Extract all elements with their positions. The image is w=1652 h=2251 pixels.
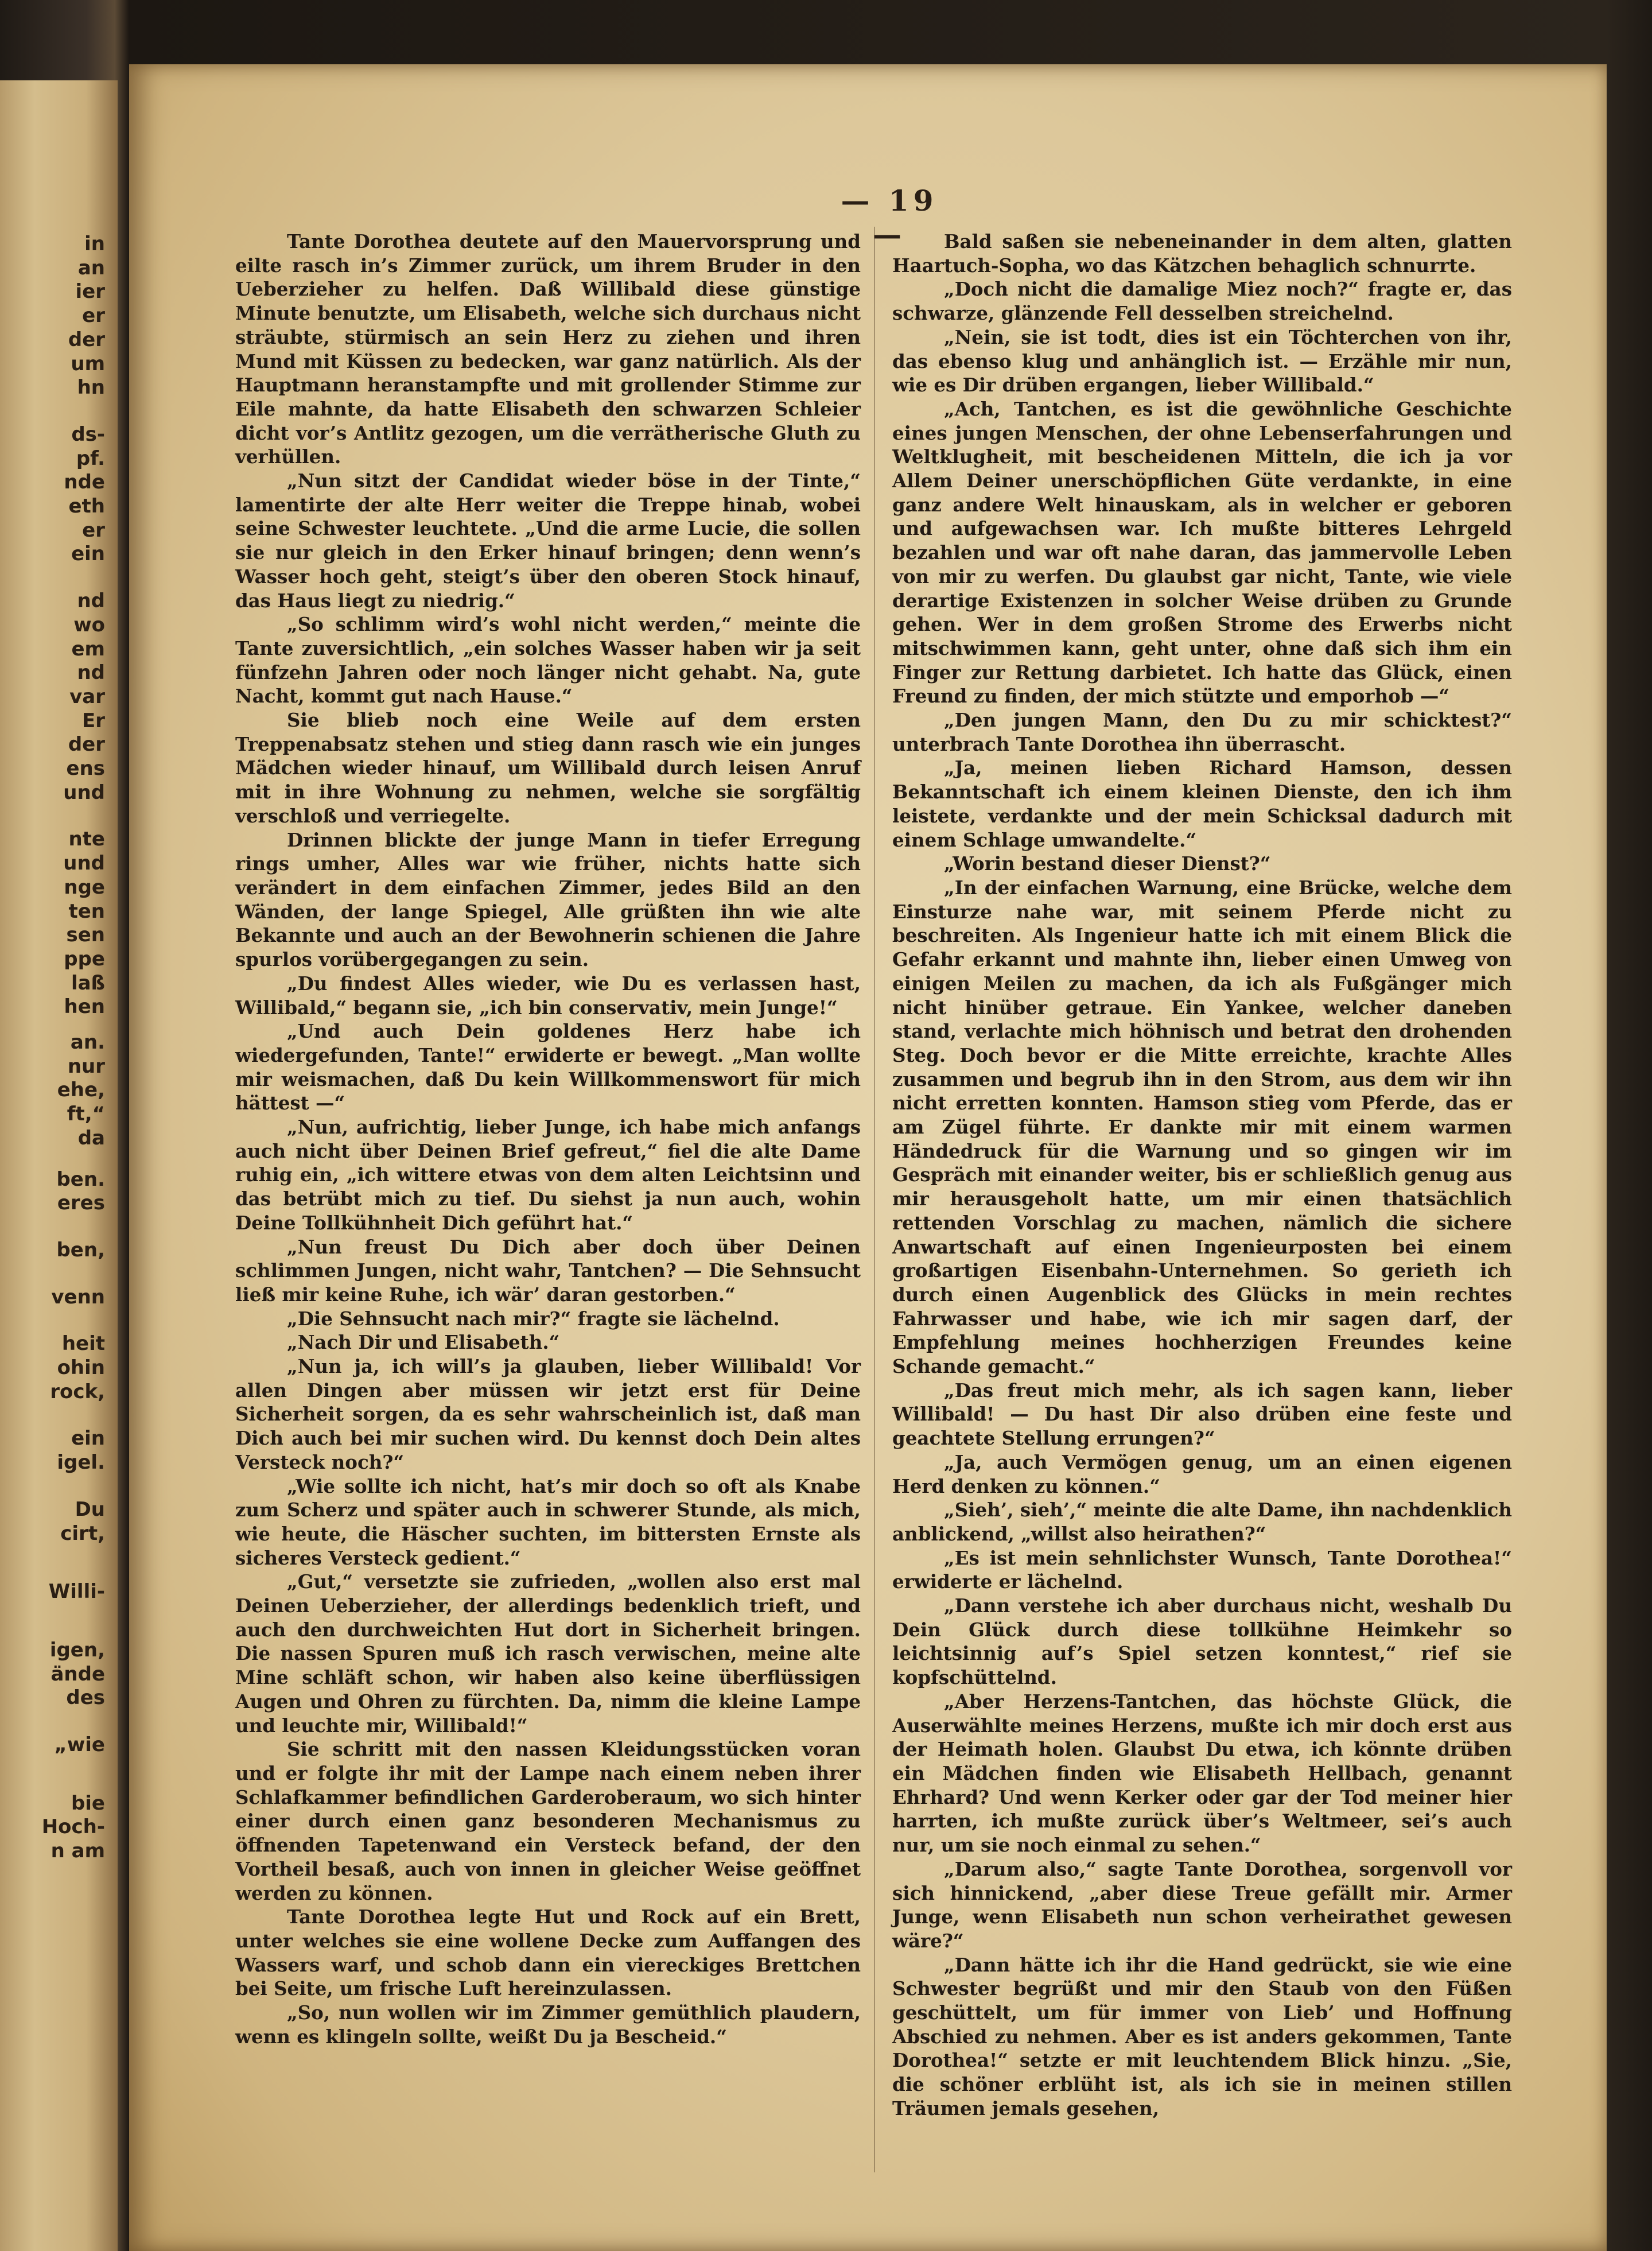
left-page-fragment: Hoch- (41, 1815, 105, 1839)
left-page-fragment: ände (50, 1662, 105, 1686)
left-page-fragment: em (71, 637, 105, 661)
left-page-fragment: er (82, 518, 105, 542)
paragraph: „So, nun wollen wir im Zimmer gemüthlich plaudern, wenn es klingeln sollte, weißt Du ja Bescheid.“ (235, 2001, 861, 2048)
left-page-fragment: eth (68, 495, 105, 518)
paragraph: „Nach Dir und Elisabeth.“ (287, 1331, 560, 1354)
left-page-fragment: heit (61, 1332, 105, 1356)
paragraph: Tante Dorothea legte Hut und Rock auf ein Brett, unter welches sie eine wollene Decke zum Auffangen des Wassers warf, und schob dann ein viereckiges Brettchen bei Seite, um frische Luft hereinzulassen. (235, 1905, 861, 2000)
left-page-fragment: nde (64, 471, 105, 494)
paragraph: „So schlimm wird’s wohl nicht werden,“ meinte die Tante zuversichtlich, „ein solches Wasser haben wir ja seit fünfzehn Jahren oder noch länger nicht gehabt. Na, gute Nacht, kommt gut nach Hause.“ (235, 613, 861, 708)
left-page-fragment: und (63, 781, 105, 804)
left-page-fragment: ft,“ (67, 1103, 105, 1126)
left-page-fragment: Willi- (48, 1580, 105, 1604)
left-page-fragment: nte (68, 828, 105, 851)
left-page-fragment: an. (70, 1031, 105, 1054)
paragraph: „Ja, meinen lieben Richard Hamson, dessen Bekanntschaft ich einem kleinen Dienste, den ich ihm leistete, verdankte und der mein Schicksal dadurch mit einem Schlage umwandelte.“ (892, 756, 1512, 851)
paragraph: Drinnen blickte der junge Mann in tiefer Erregung rings umher, Alles war wie früher, nichts hatte sich verändert in dem einfachen Zimmer, jedes Bild an den Wänden, der lange Spiegel, Alle grüßten ihn wie alte Bekannte und auch an der Bewohnerin schienen die Jahre spurlos vorübergegangen zu sein. (235, 828, 861, 971)
paragraph: „Ja, auch Vermögen genug, um an einen eigenen Herd denken zu können.“ (892, 1450, 1512, 1497)
left-page-fragment: in (84, 232, 105, 255)
left-column (235, 230, 861, 2048)
left-page-fragment: an (77, 256, 105, 280)
left-page-fragment: nge (64, 875, 105, 899)
paragraph: „Wie sollte ich nicht, hat’s mir doch so oft als Knabe zum Scherz und später auch in schwerer Stunde, als mich, wie heute, die Häscher suchten, im bittersten Ernste als sicheres Versteck gedient.“ (235, 1474, 861, 1569)
left-page-fragment: und (63, 852, 105, 875)
left-page-fragment: nd (77, 661, 105, 685)
paragraph: „Sieh’, sieh’,“ meinte die alte Dame, ihn nachdenklich anblickend, „willst also heirathen?“ (892, 1499, 1512, 1545)
left-page-fragment: ben. (56, 1167, 105, 1191)
left-page-fragment: ben, (56, 1238, 105, 1262)
left-page-fragment: bie (71, 1791, 105, 1815)
left-page-fragment: eres (57, 1192, 105, 1215)
left-page-fragment: ens (66, 757, 105, 780)
page-number: — 19 — (841, 184, 938, 251)
paragraph: „In der einfachen Warnung, eine Brücke, welche dem Einsturze nahe war, mit seinem Pferde nicht zu beschreiten. Als Ingenieur hatte ich mit einem Blick die Gefahr erkannt und mahnte ihn, lieber einen Umweg von einigen Meilen zu machen, da ich als Fußgänger mich nicht hinüber getraue. Ein Yankee, welcher daneben stand, verlachte mich höhnisch und betrat den drohenden Steg. Doch bevor er die Mitte erreichte, krachte Alles zusammen und begrub ihn in den Strom, aus dem wir ihn nicht erretten konnten. Hamson stieg vom Pferde, das er am Zügel führte. Er dankte mir mit einem warmen Händedruck für die Warnung und so gingen wir im Gespräch mit einander weiter, bis er schließlich genug aus mir herausgeholt hatte, um mir einen thatsächlich rettenden Vorschlag zu machen, nämlich die sichere Anwartschaft auf einen Ingenieurposten bei einem großartigen Eisenbahn-Unternehmen. So gerieth ich durch einen Augenblick des Glücks in mein rechtes Fahrwasser und habe, wie ich mir sagen darf, der Empfehlung meines hochherzigen Freundes keine Schande gemacht.“ (892, 876, 1512, 1378)
left-page-fragment: hn (77, 376, 105, 399)
left-page-fragment: hen (64, 995, 105, 1019)
left-page-fragment: ds- (71, 422, 105, 446)
right-column (892, 230, 1512, 2121)
left-page-fragment: sen (66, 923, 105, 947)
paragraph: „Die Sehnsucht nach mir?“ fragte sie lächelnd. (287, 1307, 780, 1330)
left-page-fragment: igel. (57, 1451, 105, 1474)
paragraph: Tante Dorothea deutete auf den Mauervorsprung und eilte rasch in’s Zimmer zurück, um ihrem Bruder in den Ueberzieher zu helfen. Daß Willibald diese günstige Minute benutzte, um Elisabeth, welche sich durchaus nicht sträubte, stürmisch an sein Herz zu ziehen und ihren Mund mit Küssen zu bedecken, war ganz natürlich. Als der Hauptmann heranstampfte und mit grollender Stimme zur Eile mahnte, da hatte Elisabeth den schwarzen Schleier dicht vor’s Antlitz gezogen, um die verrätherische Gluth zu verhüllen. (235, 230, 861, 468)
paragraph: „Nun sitzt der Candidat wieder böse in der Tinte,“ lamentirte der alte Herr weiter die Treppe hinab, wobei seine Schwester leuchtete. „Und die arme Lucie, die sollen sie nur gleich in den Erker hinauf bringen; denn wenn’s Wasser hoch geht, steigt’s über den oberen Stock hinauf, das Haus liegt zu niedrig.“ (235, 469, 861, 612)
left-page-fragment: wo (73, 613, 105, 637)
paragraph: „Ach, Tantchen, es ist die gewöhnliche Geschichte eines jungen Menschen, der ohne Lebenserfahrungen und Weltklugheit, mit bescheidenen Mitteln, die ich ja vor Allem Deiner unerschöpflichen Güte verdankte, in eine ganz andere Welt hinauskam, als in welcher er geboren und aufgewachsen war. Ich mußte bitteres Lehrgeld bezahlen und war oft nahe daran, das jammervolle Leben von mir zu werfen. Du glaubst gar nicht, Tante, wie viele derartige Existenzen in solcher Weise drüben zu Grunde gehen. Wer in dem großen Strome des Erwerbs nicht mitschwimmen kann, geht unter, ohne daß sich ihm ein Finger zur Rettung darbietet. Ich hatte das Glück, einen Freund zu finden, der mich stützte und emporhob —“ (892, 397, 1512, 708)
paragraph: „Es ist mein sehnlichster Wunsch, Tante Dorothea!“ erwiderte er lächelnd. (892, 1546, 1512, 1593)
paragraph: Sie blieb noch eine Weile auf dem ersten Treppenabsatz stehen und stieg dann rasch wie ein junges Mädchen wieder hinauf, um Willibald durch leisen Anruf mit in ihre Wohnung zu nehmen, welche sie sorgfältig verschloß und verriegelte. (235, 709, 861, 827)
paragraph: „Nun freust Du Dich aber doch über Deinen schlimmen Jungen, nicht wahr, Tantchen? — Die Sehnsucht ließ mir keine Ruhe, ich wär’ daran gestorben.“ (235, 1235, 861, 1306)
paragraph: „Den jungen Mann, den Du zu mir schicktest?“ unterbrach Tante Dorothea ihn überrascht. (892, 709, 1512, 755)
left-page-fragment: rock, (50, 1380, 105, 1403)
left-page-fragment: er (82, 304, 105, 328)
left-page-fragment: ein (71, 1427, 105, 1450)
left-page-fragment: „wie (54, 1733, 105, 1756)
left-page-fragment: um (71, 352, 105, 375)
left-page-fragment: laß (71, 971, 105, 995)
paragraph: „Dann hätte ich ihr die Hand gedrückt, sie wie eine Schwester begrüßt und mir den Staub von den Füßen geschüttelt, um für immer von Lieb’ und Hoffnung Abschied zu nehmen. Aber es ist anders gekommen, Tante Dorothea!“ setzte er mit leuchtendem Blick hinzu. „Sie, die schöner erblüht ist, als ich sie in meinen stillen Träumen jemals gesehen, (892, 1953, 1512, 2120)
left-page-fragment: ehe, (57, 1078, 105, 1102)
paragraph: „Aber Herzens-Tantchen, das höchste Glück, die Auserwählte meines Herzens, mußte ich mir doch erst aus der Heimath holen. Glaubst Du etwa, ich könnte drüben ein Mädchen finden wie Elisabeth Hellbach, genannt Ehrhard? Und wenn Kerker oder gar der Tod meiner hier harrten, ich mußte zurück über’s Weltmeer, sei’s auch nur, um sie noch einmal zu sehen.“ (892, 1690, 1512, 1857)
left-page-fragment: ein (71, 542, 105, 566)
left-page-fragment: der (68, 733, 105, 756)
left-page-fragment: n am (50, 1839, 105, 1863)
left-page-fragment: igen, (49, 1638, 105, 1662)
paragraph: „Du findest Alles wieder, wie Du es verlassen hast, Willibald,“ begann sie, „ich bin conservativ, mein Junge!“ (235, 972, 861, 1019)
left-page-edge (0, 80, 118, 2251)
paragraph: „Darum also,“ sagte Tante Dorothea, sorgenvoll vor sich hinnickend, „aber diese Treue gefällt mir. Armer Junge, wenn Elisabeth nun schon verheirathet gewesen wäre?“ (892, 1857, 1512, 1952)
left-page-fragment: des (66, 1686, 105, 1710)
paragraph: „Dann verstehe ich aber durchaus nicht, weshalb Du Dein Glück durch diese tollkühne Heimkehr so leichtsinnig auf’s Spiel setzen konntest,“ rief sie kopfschüttelnd. (892, 1594, 1512, 1689)
left-page-fragment: venn (51, 1285, 105, 1309)
paragraph: „Nun ja, ich will’s ja glauben, lieber Willibald! Vor allen Dingen aber müssen wir jetzt erst für Deine Sicherheit sorgen, da es sehr wahrscheinlich ist, daß man Dich auch bei mir suchen wird. Du kennst doch Dein altes Versteck noch?“ (235, 1355, 861, 1473)
left-page-fragment: da (77, 1126, 105, 1150)
paragraph: „Doch nicht die damalige Miez noch?“ fragte er, das schwarze, glänzende Fell desselben streichelnd. (892, 278, 1512, 325)
left-page-fragment: ppe (64, 947, 105, 971)
left-page-fragment: ten (68, 899, 105, 923)
left-page-fragment: cirt, (60, 1522, 105, 1545)
paragraph: „Worin bestand dieser Dienst?“ (944, 852, 1271, 875)
left-page-fragment: nur (67, 1054, 105, 1078)
paragraph: „Gut,“ versetzte sie zufrieden, „wollen also erst mal Deinen Ueberzieher, der allerdings bedenklich trieft, und auch den durchweichten Hut dort in Sicherheit bringen. Die nassen Spuren muß ich rasch verwischen, meine alte Mine schläft schon, wir haben also keine überflüssigen Augen und Ohren zu fürchten. Da, nimm die kleine Lampe und leuchte mir, Willibald!“ (235, 1570, 861, 1737)
left-page-fragment: pf. (76, 447, 105, 470)
paragraph: „Nun, aufrichtig, lieber Junge, ich habe mich anfangs auch nicht über Deinen Brief gefreut,“ fiel die alte Dame ruhig ein, „ich wittere etwas von dem alten Leichtsinn und das betrübt mich zu tief. Du siehst ja nun auch, wohin Deine Tollkühnheit Dich geführt hat.“ (235, 1116, 861, 1234)
paragraph: Sie schritt mit den nassen Kleidungsstücken voran und er folgte ihr mit der Lampe nach einem neben ihrer Schlafkammer befindlichen Garderoberaum, wo sich hinter einer durch einen ganz besonderen Mechanismus zu öffnenden Tapetenwand ein Versteck befand, der den Vortheil besaß, auch von innen in gleicher Weise geöffnet werden zu können. (235, 1738, 861, 1904)
left-page-fragment: der (68, 328, 105, 351)
left-page-fragment: ohin (57, 1356, 105, 1379)
column-divider (874, 227, 875, 2172)
left-page-fragment: ier (75, 280, 105, 304)
left-page-fragment: Er (82, 709, 105, 732)
paragraph: „Und auch Dein goldenes Herz habe ich wiedergefunden, Tante!“ erwiderte er bewegt. „Man wollte mir weismachen, daß Du kein Willkommenswort für mich hättest —“ (235, 1020, 861, 1115)
left-page-fragment: nd (77, 589, 105, 613)
paragraph: „Das freut mich mehr, als ich sagen kann, lieber Willibald! — Du hast Dir also drüben eine feste und geachtete Stellung errungen?“ (892, 1379, 1512, 1450)
paragraph: „Nein, sie ist todt, dies ist ein Töchterchen von ihr, das ebenso klug und anhänglich ist. — Erzähle mir nun, wie es Dir drüben ergangen, lieber Willibald.“ (892, 325, 1512, 397)
paragraph: Bald saßen sie nebeneinander in dem alten, glatten Haartuch-Sopha, wo das Kätzchen behaglich schnurrte. (892, 230, 1512, 277)
left-page-fragment: Du (75, 1497, 105, 1521)
left-page-fragment: var (69, 685, 105, 708)
